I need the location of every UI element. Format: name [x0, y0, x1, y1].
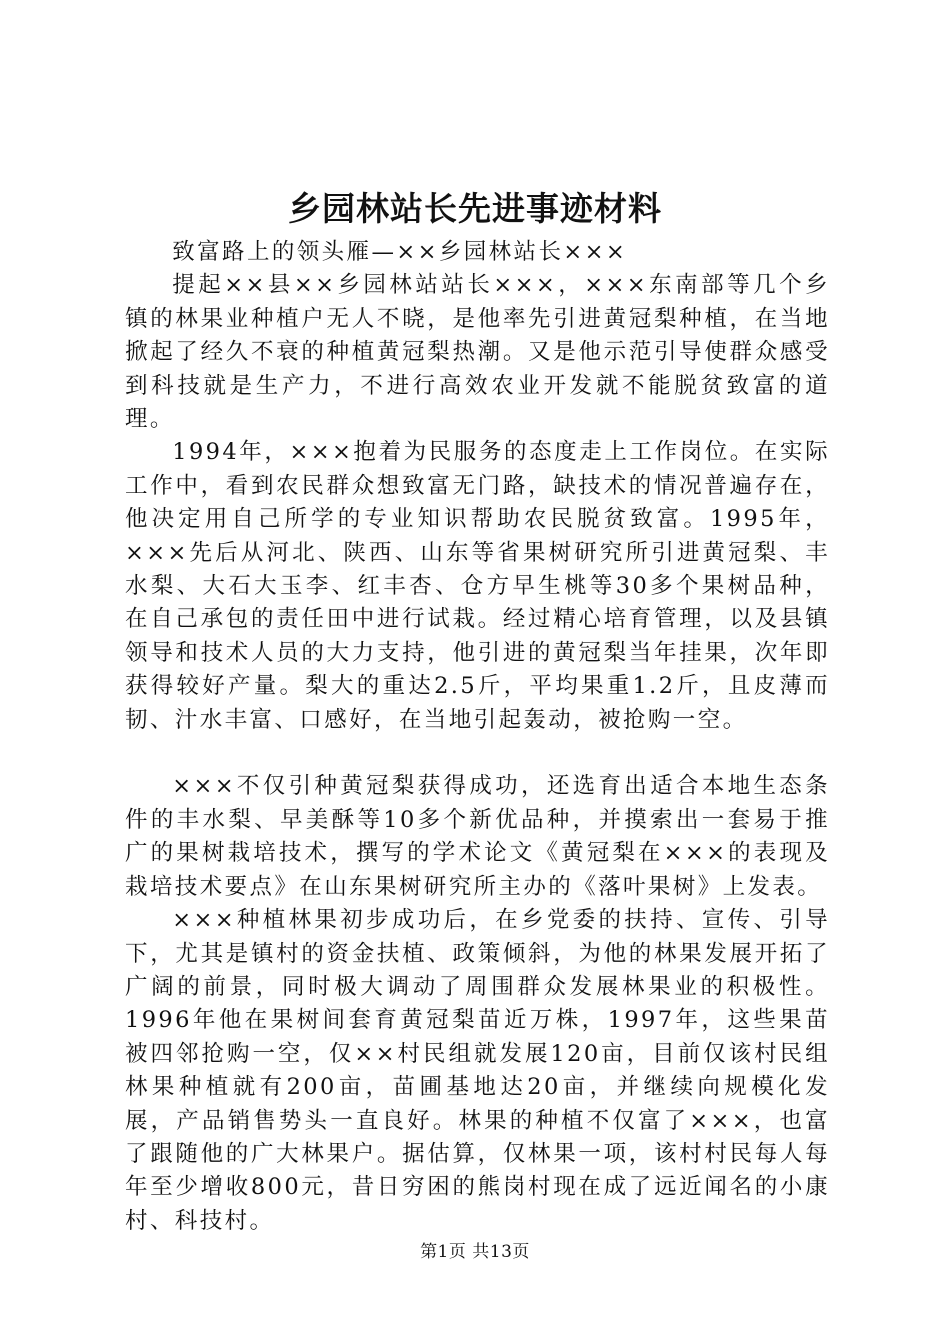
page-footer: 第1页 共13页 [420, 1242, 530, 1262]
body-paragraph: 提起××县××乡园林站站长×××，×××东南部等几个乡镇的林果业种植户无人不晓，是他率先引进黄冠梨种植，在当地掀起了经久不衰的种植黄冠梨热潮。又是他示范引导使群众感受到科技就是生产力，不进行高效农业开发就不能脱贫致富的道理。 [125, 272, 830, 433]
subtitle-paragraph: 致富路上的领头雁—××乡园林站长××× [172, 239, 628, 265]
body-paragraph: ×××种植林果初步成功后，在乡党委的扶持、宣传、引导下，尤其是镇村的资金扶植、政策倾斜，为他的林果发展开拓了广阔的前景，同时极大调动了周围群众发展林果业的积极性。1996年他在果树间套育黄冠梨苗近万株，1997年，这些果苗被四邻抢购一空，仅××村民组就发展120亩，目前仅该村民组林果种植就有200亩，苗圃基地达20亩，并继续向规模化发展，产品销售势头一直良好。林果的种植不仅富了×××，也富了跟随他的广大林果户。据估算，仅林果一项，该村村民每人每年至少增收800元，昔日穷困的熊岗村现在成了远近闻名的小康村、科技村。 [125, 907, 830, 1234]
paragraph-spacer [125, 737, 830, 770]
document-body [125, 236, 830, 1238]
document-title: 乡园林站长先进事迹材料 [288, 189, 662, 228]
body-paragraph: 1994年，×××抱着为民服务的态度走上工作岗位。在实际工作中，看到农民群众想致富无门路，缺技术的情况普遍存在，他决定用自己所学的专业知识帮助农民脱贫致富。1995年，×××先后从河北、陕西、山东等省果树研究所引进黄冠梨、丰水梨、大石大玉李、红丰杏、仓方早生桃等30多个果树品种，在自己承包的责任田中进行试栽。经过精心培育管理，以及县镇领导和技术人员的大力支持，他引进的黄冠梨当年挂果，次年即获得较好产量。梨大的重达2.5斤，平均果重1.2斤，且皮薄而韧、汁水丰富、口感好，在当地引起轰动，被抢购一空。 [125, 439, 830, 733]
body-paragraph: ×××不仅引种黄冠梨获得成功，还选育出适合本地生态条件的丰水梨、早美酥等10多个新优品种，并摸索出一套易于推广的果树栽培技术，撰写的学术论文《黄冠梨在×××的表现及栽培技术要点》在山东果树研究所主办的《落叶果树》上发表。 [125, 773, 830, 900]
